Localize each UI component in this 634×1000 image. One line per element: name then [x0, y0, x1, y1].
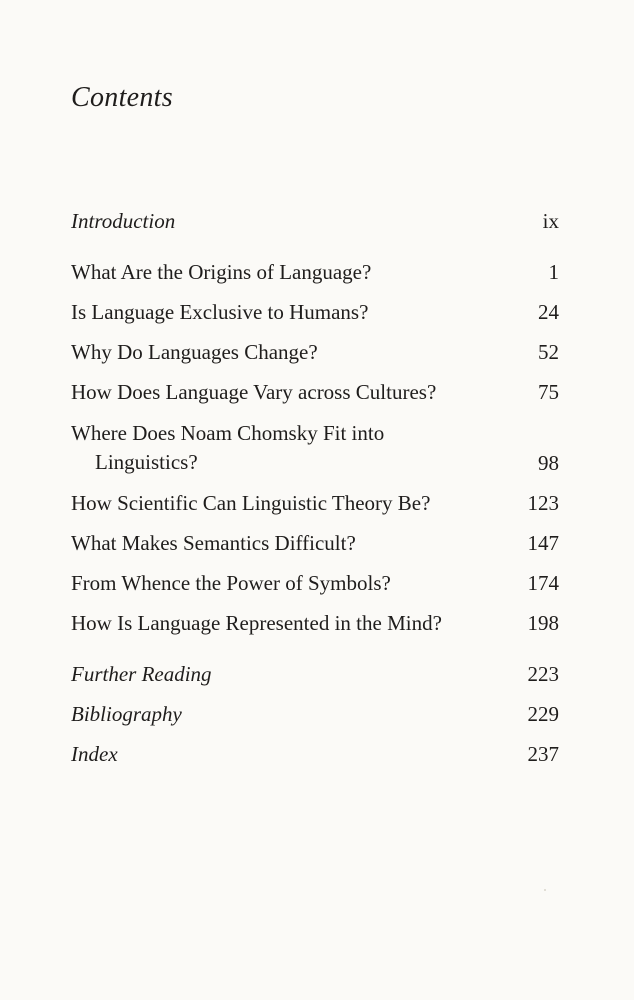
toc-entry-title: How Is Language Represented in the Mind? — [71, 611, 442, 635]
toc-entry-chomsky — [71, 419, 559, 477]
toc-entry-symbols — [71, 570, 559, 597]
toc-entry-change — [71, 339, 559, 366]
paper-speck — [544, 889, 546, 891]
toc-entry-page: 1 — [548, 260, 559, 284]
toc-entry-page: 123 — [527, 491, 559, 515]
toc-entry-page: 237 — [527, 742, 559, 766]
toc-entry-title: Why Do Languages Change? — [71, 340, 318, 364]
toc-entry-page: 223 — [527, 662, 559, 686]
toc-entry-page: 147 — [527, 531, 559, 555]
toc-entry-title: What Are the Origins of Language? — [71, 260, 372, 284]
toc-entry-exclusive — [71, 299, 559, 326]
toc-entry-title: Introduction — [71, 209, 176, 233]
toc-entry-origins — [71, 259, 559, 286]
toc-entry-page: 24 — [538, 300, 559, 324]
toc-entry-title: Is Language Exclusive to Humans? — [71, 300, 369, 324]
toc-entry-bibliography — [71, 701, 559, 728]
toc-entry-index — [71, 741, 559, 768]
toc-entry-title: What Makes Semantics Difficult? — [71, 531, 356, 555]
page-title: Contents — [71, 82, 173, 113]
toc-entry-page: 98 — [538, 451, 559, 475]
toc-entry-title: Where Does Noam Chomsky Fit into Linguistics? — [71, 421, 385, 474]
table-of-contents — [71, 208, 559, 768]
toc-entry-mind — [71, 610, 559, 637]
toc-entry-title: Bibliography — [71, 702, 182, 726]
toc-entry-title: How Does Language Vary across Cultures? — [71, 380, 437, 404]
toc-entry-semantics — [71, 530, 559, 557]
toc-entry-scientific — [71, 490, 559, 517]
toc-entry-page: 174 — [527, 571, 559, 595]
toc-entry-page: 52 — [538, 340, 559, 364]
toc-entry-page: 75 — [538, 380, 559, 404]
toc-entry-title: From Whence the Power of Symbols? — [71, 571, 391, 595]
toc-entry-page: ix — [542, 209, 559, 233]
toc-entry-page: 198 — [527, 611, 559, 635]
toc-entry-title: Further Reading — [71, 662, 212, 686]
toc-entry-page: 229 — [527, 702, 559, 726]
toc-entry-title: Index — [71, 742, 118, 766]
toc-entry-introduction — [71, 208, 559, 235]
toc-entry-cultures — [71, 379, 559, 406]
toc-entry-further-reading — [71, 661, 559, 688]
toc-entry-title: How Scientific Can Linguistic Theory Be? — [71, 491, 431, 515]
